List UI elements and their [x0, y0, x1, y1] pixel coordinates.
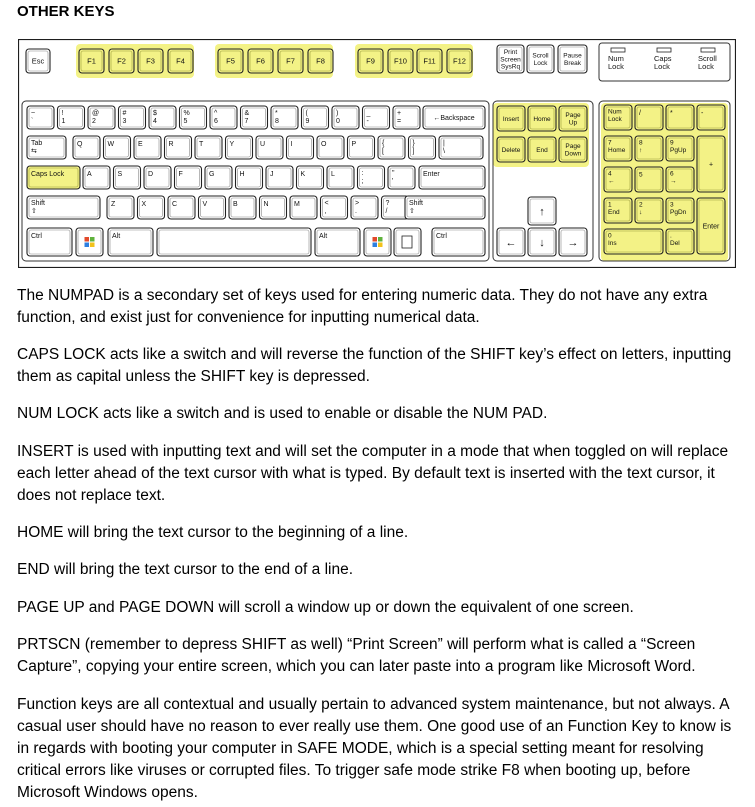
- num5-label: 5: [639, 171, 643, 179]
- k7-label-0: &: [244, 110, 250, 117]
- k8-label-0: *: [275, 110, 278, 117]
- f6-key: [248, 49, 273, 73]
- backslash-label-0: |: [443, 140, 445, 147]
- num6-label-0: 6: [670, 170, 674, 178]
- backslash-key: [439, 136, 483, 159]
- o-label: O: [321, 141, 327, 148]
- page-heading: OTHER KEYS: [17, 3, 115, 20]
- end-key: [528, 137, 556, 162]
- rbracket-label-0: }: [412, 140, 415, 147]
- v-key: [199, 196, 226, 219]
- arrow-down-label: ↓: [539, 236, 545, 249]
- k3-key: [119, 106, 146, 129]
- menu-icon: [402, 236, 412, 248]
- backspace-key: [423, 106, 485, 129]
- left-windows-key-outline: [76, 228, 103, 256]
- num1-label-0: 1: [608, 201, 612, 209]
- tab-label-1: ⇆: [31, 148, 37, 155]
- num6-key: [666, 167, 694, 192]
- k4-key: [149, 106, 176, 129]
- k5-key: [180, 106, 207, 129]
- backslash-label-1: \: [443, 148, 445, 155]
- quote-key: [388, 166, 415, 189]
- right-shift-key: [405, 196, 485, 219]
- num2-key: [635, 198, 663, 223]
- f2-key: [109, 49, 134, 73]
- k0-label-1: 0: [336, 118, 340, 125]
- spacebar-key: [157, 228, 311, 256]
- k0-label-0: ): [336, 110, 339, 117]
- w-label: W: [107, 141, 115, 148]
- home-key: [528, 106, 556, 131]
- num-enter-key: [697, 198, 725, 254]
- insert-label: Insert: [502, 115, 520, 123]
- pause-label-0: Pause: [563, 52, 582, 60]
- right-shift-label-0: Shift: [409, 200, 424, 207]
- y-key: [226, 136, 253, 159]
- f9-key: [358, 49, 383, 73]
- num5-key: [635, 167, 663, 192]
- f5-key: [218, 49, 243, 73]
- grave-label-1: `: [31, 118, 34, 125]
- right-windows-yellow-pane: [378, 243, 383, 248]
- grave-label-0: ~: [31, 110, 36, 117]
- caps-lock-key: [27, 166, 80, 189]
- k4-label-0: $: [153, 110, 157, 117]
- left-shift-label-1: ⇧: [31, 208, 37, 215]
- esc-label: Esc: [31, 56, 45, 66]
- lbracket-key: [378, 136, 405, 159]
- page-down-key: [559, 137, 587, 162]
- page-up-label-1: Up: [568, 119, 578, 127]
- num-minus-key: [697, 105, 725, 130]
- k1-label-0: !: [61, 110, 64, 117]
- v-label: V: [202, 201, 208, 208]
- delete-label: Delete: [501, 146, 521, 154]
- n-label: N: [263, 201, 269, 208]
- page-up-key: [559, 106, 587, 131]
- k-key: [297, 166, 324, 189]
- left-shift-label-0: Shift: [31, 200, 46, 207]
- d-key: [144, 166, 171, 189]
- num-minus-key-outline: [697, 105, 725, 130]
- print-screen-key: [497, 45, 524, 73]
- m-key: [290, 196, 317, 219]
- k8-key: [271, 106, 298, 129]
- scroll-lock-indicator-label-1: Lock: [698, 62, 714, 71]
- num4-label-1: ←: [608, 178, 615, 185]
- arrow-down-key: [528, 228, 556, 256]
- period-label-0: >: [355, 200, 360, 207]
- f11-key: [417, 49, 442, 73]
- num8-label-1: ↑: [639, 147, 643, 154]
- p-key: [348, 136, 375, 159]
- right-alt-label: Alt: [319, 233, 328, 240]
- page-up-down-paragraph: PAGE UP and PAGE DOWN will scroll a window up or down the equivalent of one screen.: [17, 599, 634, 616]
- j-key: [266, 166, 293, 189]
- num1-key: [604, 198, 632, 223]
- left-windows-blue-pane: [85, 243, 90, 248]
- slash-label-1: /: [385, 208, 388, 215]
- e-label: E: [138, 141, 143, 148]
- quote-label-1: ': [392, 178, 394, 185]
- t-key: [195, 136, 222, 159]
- k5-label-0: %: [183, 110, 190, 117]
- caps-lock-indicator-label-1: Lock: [654, 62, 670, 71]
- caps-lock-paragraph: CAPS LOCK acts like a switch and will reverse the function of the SHIFT key’s effect on letters, inputting them as capital unless the SHIFT key is depressed.: [17, 346, 732, 385]
- print-screen-label-2: SysRq: [500, 63, 521, 71]
- a-label: A: [87, 171, 92, 178]
- esc-key: [26, 49, 50, 73]
- rbracket-key: [409, 136, 436, 159]
- k2-label-0: @: [92, 110, 100, 117]
- i-key: [287, 136, 314, 159]
- num-plus-key: [697, 136, 725, 192]
- pause-label-1: Break: [564, 59, 581, 67]
- f6-label: F6: [256, 56, 265, 66]
- f7-key: [278, 49, 303, 73]
- left-alt-label: Alt: [112, 233, 121, 240]
- slash-label-0: ?: [385, 200, 390, 207]
- backspace-label: ←Backspace: [433, 114, 475, 122]
- e-key: [134, 136, 161, 159]
- z-label: Z: [111, 201, 116, 208]
- semicolon-label-0: :: [361, 170, 364, 177]
- num-lock-paragraph: NUM LOCK acts like a switch and is used to enable or disable the NUM PAD.: [17, 405, 548, 422]
- f10-label: F10: [394, 56, 407, 66]
- num-slash-key-outline: [635, 105, 663, 130]
- enter-key: [419, 166, 485, 189]
- f8-label: F8: [316, 56, 325, 66]
- num-lock-label-0: Num: [608, 108, 622, 116]
- f-key: [175, 166, 202, 189]
- r-label: R: [168, 141, 174, 148]
- m-label: M: [294, 201, 300, 208]
- num-star-key: [666, 105, 694, 130]
- num-star-key-outline: [666, 105, 694, 130]
- num0-label-0: 0: [608, 232, 612, 240]
- insert-key: [497, 106, 525, 131]
- num8-key: [635, 136, 663, 161]
- arrow-right-key: [559, 228, 587, 256]
- spacebar-key-outline: [157, 228, 311, 256]
- k-label: K: [300, 171, 306, 178]
- semicolon-key: [358, 166, 385, 189]
- u-label: U: [260, 141, 266, 148]
- k3-label-0: #: [122, 110, 127, 117]
- y-label: Y: [229, 141, 235, 148]
- num-slash-key: [635, 105, 663, 130]
- o-key: [317, 136, 344, 159]
- l-label: L: [331, 171, 335, 178]
- left-windows-yellow-pane: [90, 243, 95, 248]
- s-key: [114, 166, 141, 189]
- w-key: [104, 136, 131, 159]
- left-windows-key: [76, 228, 103, 256]
- k9-label-1: 9: [305, 118, 310, 125]
- j-label: J: [270, 171, 274, 178]
- num6-label-1: →: [670, 178, 677, 185]
- k1-key: [58, 106, 85, 129]
- scroll-lock-indicator-light: [701, 48, 715, 52]
- page-down-label-0: Page: [565, 143, 581, 151]
- h-key: [236, 166, 263, 189]
- f3-key: [138, 49, 163, 73]
- num-del-label-0: .: [670, 232, 672, 240]
- p-label: P: [351, 141, 357, 148]
- arrow-up-label: ↑: [539, 205, 545, 218]
- num9-label-0: 9: [670, 139, 674, 147]
- r-key: [165, 136, 192, 159]
- b-label: B: [233, 201, 238, 208]
- k2-label-1: 2: [92, 118, 96, 125]
- k0-key: [332, 106, 359, 129]
- right-alt-key: [315, 228, 360, 256]
- f5-label: F5: [226, 56, 235, 66]
- num7-label-1: Home: [608, 147, 626, 154]
- k9-key: [302, 106, 329, 129]
- menu-key: [394, 228, 421, 256]
- num4-label-0: 4: [608, 170, 612, 178]
- num7-key: [604, 136, 632, 161]
- b-key: [229, 196, 256, 219]
- scroll-lock-indicator-label-0: Scroll: [698, 54, 717, 63]
- left-ctrl-key: [27, 228, 72, 256]
- right-windows-key-outline: [364, 228, 391, 256]
- num0-label-1: Ins: [608, 240, 617, 247]
- right-windows-green-pane: [378, 237, 383, 242]
- f10-key: [388, 49, 413, 73]
- f9-label: F9: [366, 56, 375, 66]
- n-key: [260, 196, 287, 219]
- right-ctrl-label: Ctrl: [436, 233, 447, 240]
- num-lock-indicator-label-1: Lock: [608, 62, 624, 71]
- f11-label: F11: [423, 56, 436, 66]
- k9-label-0: (: [305, 110, 308, 117]
- h-label: H: [239, 171, 245, 178]
- num0-key: [604, 229, 663, 254]
- u-key: [256, 136, 283, 159]
- k6-key: [210, 106, 237, 129]
- page-down-label-1: Down: [564, 150, 582, 158]
- x-label: X: [141, 201, 147, 208]
- period-label-1: .: [355, 208, 357, 215]
- num-lock-indicator-label-0: Num: [608, 54, 624, 63]
- comma-label-1: ,: [324, 208, 327, 215]
- num-lock-key: [604, 105, 632, 130]
- caps-lock-indicator-light: [657, 48, 671, 52]
- print-screen-label-1: Screen: [500, 56, 521, 64]
- arrow-right-label: →: [567, 236, 579, 249]
- tab-key: [27, 136, 66, 159]
- left-windows-red-pane: [85, 237, 90, 242]
- lbracket-label-0: {: [382, 140, 385, 147]
- f7-label: F7: [286, 56, 295, 66]
- g-label: G: [209, 171, 215, 178]
- q-key: [73, 136, 100, 159]
- num-star-label: *: [670, 110, 673, 117]
- f3-label: F3: [146, 56, 155, 66]
- quote-label-0: ": [392, 170, 395, 177]
- num2-label-1: ↓: [639, 209, 643, 216]
- f12-key: [447, 49, 472, 73]
- num-enter-label: Enter: [702, 223, 720, 231]
- num4-key: [604, 167, 632, 192]
- k2-key: [88, 106, 115, 129]
- minus-label-1: -: [366, 118, 369, 125]
- equals-key: [393, 106, 420, 129]
- left-shift-key: [27, 196, 100, 219]
- caps-lock-indicator-label-0: Caps: [654, 54, 672, 63]
- home-label: Home: [533, 115, 551, 123]
- semicolon-label-1: ;: [361, 178, 364, 185]
- f2-label: F2: [117, 56, 126, 66]
- print-screen-label-0: Print: [503, 49, 518, 57]
- g-key: [205, 166, 232, 189]
- backslash-key-outline: [439, 136, 483, 159]
- num-lock-indicator-light: [611, 48, 625, 52]
- caps-lock-label: Caps Lock: [31, 171, 65, 178]
- scroll-lock-key: [527, 45, 554, 73]
- right-shift-label-1: ⇧: [409, 208, 415, 215]
- num1-label-1: End: [608, 209, 620, 216]
- k6-label-0: ^: [214, 110, 218, 117]
- f-label: F: [178, 171, 183, 178]
- print-screen-paragraph: PRTSCN (remember to depress SHIFT as well) “Print Screen” will perform what is called a “Screen Capture”, copying your entire screen, which you can later paste into a program like Microsoft Word.: [17, 636, 696, 675]
- num3-label-1: PgDn: [670, 209, 687, 216]
- keyboard-diagram: [18, 39, 736, 268]
- f4-key: [168, 49, 193, 73]
- minus-key: [363, 106, 390, 129]
- num-slash-label: /: [639, 110, 641, 117]
- page-up-label-0: Page: [565, 112, 581, 120]
- right-windows-red-pane: [373, 237, 378, 242]
- i-label: I: [290, 141, 293, 148]
- a-key: [83, 166, 110, 189]
- lbracket-label-1: [: [382, 148, 384, 155]
- f4-label: F4: [176, 56, 185, 66]
- f1-key: [79, 49, 104, 73]
- insert-paragraph: INSERT is used with inputting text and will set the computer in a mode that when toggled on will replace each letter ahead of the text cursor with what is typed. By default text is inserted with the text cursor, it does not replace text.: [17, 443, 729, 504]
- grave-key: [27, 106, 54, 129]
- rbracket-label-1: ]: [412, 148, 415, 155]
- right-windows-key: [364, 228, 391, 256]
- arrow-left-label: ←: [505, 236, 517, 249]
- minus-label-0: _: [366, 110, 371, 117]
- num3-label-0: 3: [670, 201, 674, 209]
- num8-label-0: 8: [639, 139, 643, 147]
- num-plus-label: +: [708, 161, 714, 169]
- f12-label: F12: [453, 56, 466, 66]
- num7-label-0: 7: [608, 139, 612, 147]
- comma-key: [321, 196, 348, 219]
- comma-label-0: <: [324, 200, 329, 207]
- enter-label: Enter: [423, 171, 440, 178]
- k4-label-1: 4: [153, 118, 157, 125]
- num-minus-label: -: [701, 110, 704, 117]
- f1-label: F1: [87, 56, 96, 66]
- function-keys-paragraph: Function keys are all contextual and usually pertain to advanced system maintenance, but not always. A casual user should have no reason to ever really use them. One good use of an Function Key to know is in regards with booting your computer in SAFE MODE, which is a special setting meant for resolving critical errors like viruses or corrupted files. To trigger safe mode strike F8 when booting up, before Microsoft Windows opens.: [17, 696, 732, 801]
- num-del-label-1: Del: [670, 240, 680, 247]
- left-windows-green-pane: [90, 237, 95, 242]
- q-label: Q: [77, 141, 83, 148]
- num-del-key: [666, 229, 694, 254]
- num2-label-0: 2: [639, 201, 643, 209]
- x-key: [138, 196, 165, 219]
- k1-label-1: 1: [61, 118, 66, 125]
- equals-label-1: =: [397, 118, 402, 125]
- l-key: [327, 166, 354, 189]
- numpad-paragraph: The NUMPAD is a secondary set of keys used for entering numeric data. They do not have any extra function, and exist just for convenience for inputting numerical data.: [17, 287, 708, 326]
- num9-label-1: PgUp: [670, 147, 687, 154]
- delete-key: [497, 137, 525, 162]
- k7-label-1: 7: [244, 118, 249, 125]
- scroll-lock-label-0: Scroll: [532, 52, 549, 60]
- right-ctrl-key: [432, 228, 485, 256]
- left-ctrl-label: Ctrl: [31, 233, 42, 240]
- pause-key: [558, 45, 587, 73]
- tab-label-0: Tab: [31, 140, 43, 147]
- z-key: [107, 196, 134, 219]
- c-key: [168, 196, 195, 219]
- s-label: S: [117, 171, 123, 178]
- left-alt-key: [108, 228, 153, 256]
- num-lock-label-1: Lock: [608, 116, 622, 123]
- k3-label-1: 3: [122, 118, 127, 125]
- equals-label-0: +: [397, 110, 402, 117]
- num9-key: [666, 136, 694, 161]
- scroll-lock-label-1: Lock: [533, 59, 548, 67]
- c-label: C: [172, 201, 178, 208]
- k7-key: [241, 106, 268, 129]
- k6-label-1: 6: [214, 118, 218, 125]
- home-paragraph: HOME will bring the text cursor to the beginning of a line.: [17, 524, 409, 541]
- right-windows-blue-pane: [373, 243, 378, 248]
- k5-label-1: 5: [183, 118, 188, 125]
- end-paragraph: END will bring the text cursor to the end of a line.: [17, 561, 353, 578]
- num3-key: [666, 198, 694, 223]
- f8-key: [308, 49, 333, 73]
- d-label: D: [148, 171, 154, 178]
- arrow-up-key: [528, 197, 556, 225]
- period-key: [351, 196, 378, 219]
- arrow-left-key: [497, 228, 525, 256]
- end-label: End: [536, 146, 548, 154]
- k8-label-1: 8: [275, 118, 279, 125]
- t-label: T: [199, 141, 204, 148]
